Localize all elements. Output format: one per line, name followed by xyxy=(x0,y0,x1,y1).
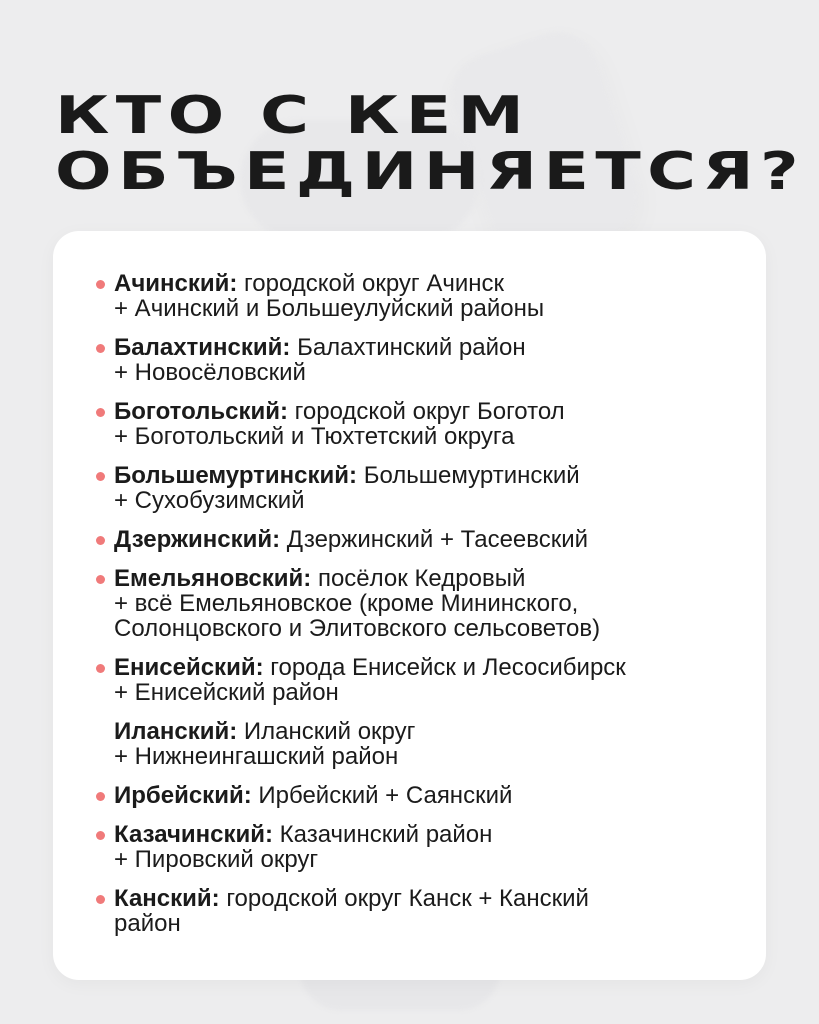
item-description: городской округ Боготол xyxy=(288,398,565,425)
list-item xyxy=(114,719,754,769)
item-second-line: + Новосёловский xyxy=(114,359,306,386)
list-item xyxy=(114,463,754,513)
item-description: городской округ Канск + Канский xyxy=(219,885,589,912)
list-item xyxy=(114,886,754,936)
bullet-dot-icon xyxy=(96,472,105,481)
item-first-line xyxy=(114,655,754,680)
bullet-dot-icon xyxy=(96,831,105,840)
page-title-line-2: ОБЪЕДИНЯЕТСЯ? xyxy=(55,142,806,202)
item-description: Дзержинский + Тасеевский xyxy=(280,526,589,553)
list-item xyxy=(114,527,754,552)
district-name: Казачинский: xyxy=(114,821,273,848)
district-name: Ирбейский: xyxy=(114,782,252,809)
list-item xyxy=(114,655,754,705)
item-description: Иланский округ xyxy=(237,718,416,745)
item-second-line: район xyxy=(114,910,181,937)
page-title xyxy=(55,88,805,200)
district-list-card xyxy=(53,231,766,980)
item-description: Балахтинский район xyxy=(290,334,526,361)
item-description: посёлок Кедровый xyxy=(311,565,526,592)
list-item xyxy=(114,271,754,321)
item-first-line xyxy=(114,335,754,360)
bullet-dot-icon xyxy=(96,895,105,904)
district-list xyxy=(114,271,754,950)
item-description: города Енисейск и Лесосибирск xyxy=(263,654,626,681)
item-second-line: + Сухобузимский xyxy=(114,487,305,514)
district-name: Боготольский: xyxy=(114,398,289,425)
bullet-dot-icon xyxy=(96,344,105,353)
bullet-dot-icon xyxy=(96,664,105,673)
list-item xyxy=(114,822,754,872)
item-first-line xyxy=(114,566,754,591)
item-second-line: + Ачинский и Большеулуйский районы xyxy=(114,295,545,322)
list-item xyxy=(114,399,754,449)
item-second-line: + Енисейский район xyxy=(114,679,339,706)
list-item xyxy=(114,783,754,808)
item-first-line xyxy=(114,783,754,808)
district-name: Енисейский: xyxy=(114,654,264,681)
item-first-line xyxy=(114,271,754,296)
item-description: городской округ Ачинск xyxy=(237,270,504,297)
item-description: Большемуртинский xyxy=(357,462,580,489)
district-name: Иланский: xyxy=(114,718,238,745)
item-first-line xyxy=(114,719,754,744)
item-first-line xyxy=(114,822,754,847)
district-name: Канский: xyxy=(114,885,220,912)
district-name: Ачинский: xyxy=(114,270,238,297)
item-second-line: + Боготольский и Тюхтетский округа xyxy=(114,423,515,450)
item-first-line xyxy=(114,463,754,488)
district-name: Дзержинский: xyxy=(114,526,281,553)
bullet-dot-icon xyxy=(96,280,105,289)
page-title-line-1: КТО С КЕМ xyxy=(55,86,531,146)
item-first-line xyxy=(114,399,754,424)
item-description: Ирбейский + Саянский xyxy=(251,782,513,809)
item-first-line xyxy=(114,527,754,552)
item-second-line: + Пировский округ xyxy=(114,846,319,873)
list-item xyxy=(114,335,754,385)
district-name: Емельяновский: xyxy=(114,565,312,592)
item-first-line xyxy=(114,886,754,911)
district-name: Большемуртинский: xyxy=(114,462,358,489)
item-description: Казачинский район xyxy=(273,821,493,848)
list-item xyxy=(114,566,754,641)
item-second-line: + Нижнеингашский район xyxy=(114,743,399,770)
bullet-dot-icon xyxy=(96,575,105,584)
district-name: Балахтинский: xyxy=(114,334,291,361)
bullet-dot-icon xyxy=(96,408,105,417)
item-third-line: Солонцовского и Элитовского сельсоветов) xyxy=(114,615,601,642)
bullet-dot-icon xyxy=(96,792,105,801)
item-second-line: + всё Емельяновское (кроме Мининского, xyxy=(114,590,579,617)
bullet-dot-icon xyxy=(96,536,105,545)
